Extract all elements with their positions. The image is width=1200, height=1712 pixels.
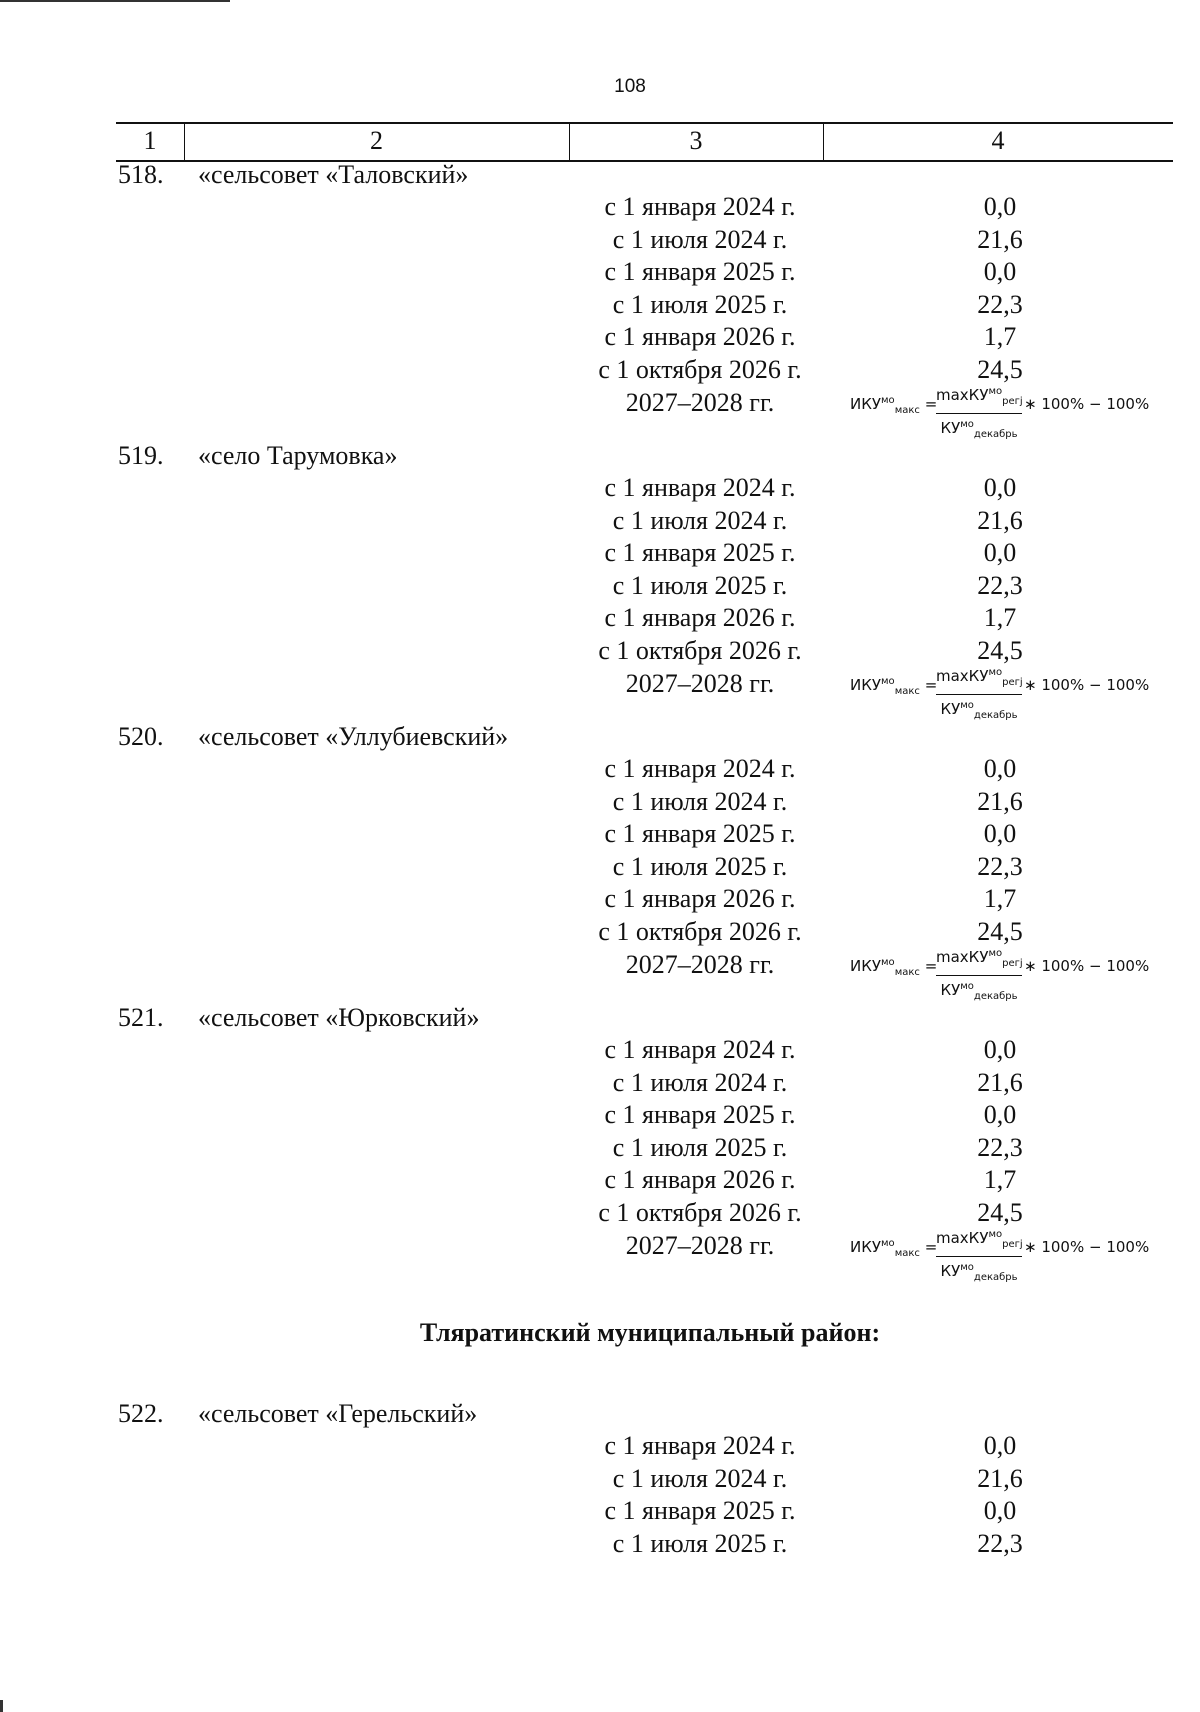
formula (850, 661, 1155, 721)
formula-lhs-base: ИКУ (850, 675, 882, 694)
formula-numerator-sup: мо (988, 666, 1003, 678)
entry-number: 521. (118, 1003, 164, 1032)
entry-number: 518. (118, 160, 164, 189)
period-label: с 1 июля 2025 г. (612, 1528, 788, 1558)
period-label: с 1 января 2024 г. (604, 1035, 796, 1064)
index-value: 1,7 (983, 1165, 1017, 1195)
section-heading: Тляратинский муниципальный район: (419, 1318, 881, 1347)
period-label: с 1 января 2024 г. (604, 473, 796, 502)
formula (850, 942, 1155, 1002)
period-label: с 1 октября 2026 г. (598, 355, 802, 384)
period-label: с 1 июля 2025 г. (612, 851, 788, 881)
formula-lhs-base: ИКУ (850, 956, 882, 975)
formula-numerator-sup: мо (988, 1228, 1003, 1240)
index-value: 21,6 (977, 786, 1023, 816)
period-label: с 1 октября 2026 г. (598, 1198, 802, 1227)
index-value: 22,3 (977, 1132, 1023, 1162)
formula-rhs: ∗ 100% − 100% (1024, 675, 1150, 694)
formula-numerator-base: maxКУ (936, 666, 989, 685)
formula-lhs (850, 676, 937, 697)
formula-equals: = (924, 675, 938, 694)
entry-number: 519. (118, 441, 164, 470)
formula-numerator-base: maxКУ (936, 947, 989, 966)
table-header (116, 122, 1173, 162)
formula-numerator-sub: pегj (1002, 957, 1023, 969)
entry-name: «сельсовет «Герельский» (198, 1399, 478, 1428)
index-value: 0,0 (983, 1035, 1017, 1064)
period-label: с 1 января 2025 г. (604, 1496, 796, 1526)
formula-rhs: ∗ 100% − 100% (1024, 1237, 1150, 1256)
formula-denominator-sup: мо (960, 418, 974, 430)
formula-numerator-base: maxКУ (936, 385, 989, 404)
index-value: 1,7 (983, 322, 1017, 352)
index-value: 22,3 (977, 570, 1023, 600)
formula-denominator-base: КУ (940, 699, 961, 718)
index-value: 21,6 (977, 1463, 1023, 1493)
formula-rhs: ∗ 100% − 100% (1024, 394, 1150, 413)
formula-fraction (936, 1223, 1022, 1289)
index-value: 22,3 (977, 851, 1023, 881)
formula-denominator-sub: декабрь (973, 709, 1018, 721)
formula (850, 380, 1155, 440)
entry-name: «сельсовет «Таловский» (198, 160, 469, 189)
period-label: с 1 октября 2026 г. (598, 917, 802, 946)
index-value: 0,0 (983, 1100, 1017, 1130)
index-value: 0,0 (983, 754, 1017, 783)
formula-lhs-sub: макс (894, 1247, 920, 1259)
period-label: с 1 июля 2025 г. (612, 570, 788, 600)
formula-denominator (936, 976, 1022, 1008)
formula-numerator (936, 380, 1022, 414)
period-label: с 1 июля 2024 г. (612, 1067, 788, 1097)
index-value: 0,0 (983, 819, 1017, 849)
formula-lhs-sup: мо (881, 394, 895, 406)
formula-lhs-base: ИКУ (850, 1237, 882, 1256)
final-period-label: 2027–2028 гг. (625, 949, 775, 979)
formula-equals: = (924, 1237, 938, 1256)
index-value: 0,0 (983, 192, 1017, 221)
formula-lhs (850, 957, 937, 978)
formula-equals: = (924, 956, 938, 975)
index-value: 1,7 (983, 603, 1017, 633)
formula-denominator-base: КУ (940, 1261, 961, 1280)
formula-denominator-sup: мо (960, 699, 974, 711)
period-label: с 1 января 2024 г. (604, 1431, 796, 1460)
index-value: 24,5 (977, 917, 1023, 946)
period-label: с 1 января 2025 г. (604, 538, 796, 568)
index-value: 0,0 (983, 473, 1017, 502)
index-value: 0,0 (983, 1431, 1017, 1460)
entry-name: «сельсовет «Уллубиевский» (198, 722, 509, 751)
period-label: с 1 июля 2025 г. (612, 289, 788, 319)
index-value: 0,0 (983, 257, 1017, 287)
formula-lhs-base: ИКУ (850, 394, 882, 413)
formula-numerator (936, 942, 1022, 976)
period-label: с 1 июля 2024 г. (612, 786, 788, 816)
index-value: 22,3 (977, 289, 1023, 319)
formula-denominator-sup: мо (960, 980, 974, 992)
formula-lhs (850, 1238, 937, 1259)
formula-fraction (936, 380, 1022, 446)
formula-denominator-base: КУ (940, 980, 961, 999)
period-label: с 1 января 2026 г. (604, 884, 796, 914)
formula-numerator-sup: мо (988, 385, 1003, 397)
index-value: 0,0 (983, 1496, 1017, 1526)
column-header: 3 (689, 126, 703, 155)
formula-numerator (936, 661, 1022, 695)
formula-numerator-sub: pегj (1002, 1238, 1023, 1250)
index-value: 22,3 (977, 1528, 1023, 1558)
scan-edge-mark (0, 1700, 3, 1712)
period-label: с 1 января 2026 г. (604, 1165, 796, 1195)
formula-denominator (936, 1257, 1022, 1289)
index-value: 24,5 (977, 355, 1023, 384)
formula (850, 1223, 1155, 1283)
formula-lhs-sub: макс (894, 685, 920, 697)
period-label: с 1 января 2024 г. (604, 754, 796, 783)
formula-fraction (936, 661, 1022, 727)
index-value: 24,5 (977, 636, 1023, 665)
period-label: с 1 января 2026 г. (604, 322, 796, 352)
formula-lhs (850, 395, 937, 416)
formula-lhs-sub: макс (894, 404, 920, 416)
page-number: 108 (614, 76, 646, 97)
period-label: с 1 января 2026 г. (604, 603, 796, 633)
formula-lhs-sub: макс (894, 966, 920, 978)
formula-lhs-sup: мо (881, 675, 895, 687)
formula-denominator-sub: декабрь (973, 428, 1018, 440)
index-value: 21,6 (977, 224, 1023, 254)
period-label: с 1 июля 2025 г. (612, 1132, 788, 1162)
entry-name: «село Тарумовка» (198, 441, 398, 470)
formula-numerator-sub: pегj (1002, 676, 1023, 688)
period-label: с 1 октября 2026 г. (598, 636, 802, 665)
formula-denominator-base: КУ (940, 418, 961, 437)
entry-number: 522. (118, 1399, 164, 1428)
formula-lhs-sup: мо (881, 956, 895, 968)
formula-denominator-sub: декабрь (973, 990, 1018, 1002)
formula-denominator (936, 695, 1022, 727)
period-label: с 1 июля 2024 г. (612, 505, 788, 535)
index-value: 24,5 (977, 1198, 1023, 1227)
formula-lhs-sup: мо (881, 1237, 895, 1249)
period-label: с 1 января 2025 г. (604, 819, 796, 849)
formula-denominator-sup: мо (960, 1261, 974, 1273)
index-value: 21,6 (977, 505, 1023, 535)
formula-rhs: ∗ 100% − 100% (1024, 956, 1150, 975)
period-label: с 1 января 2024 г. (604, 192, 796, 221)
column-header: 2 (370, 126, 383, 155)
column-header: 4 (991, 126, 1005, 155)
formula-numerator (936, 1223, 1022, 1257)
entry-number: 520. (118, 722, 164, 751)
formula-denominator (936, 414, 1022, 446)
formula-numerator-base: maxКУ (936, 1228, 989, 1247)
column-header: 1 (143, 126, 157, 155)
period-label: с 1 января 2025 г. (604, 1100, 796, 1130)
period-label: с 1 января 2025 г. (604, 257, 796, 287)
index-value: 1,7 (983, 884, 1017, 914)
formula-fraction (936, 942, 1022, 1008)
final-period-label: 2027–2028 гг. (625, 387, 775, 417)
formula-numerator-sup: мо (988, 947, 1003, 959)
formula-numerator-sub: pегj (1002, 395, 1023, 407)
period-label: с 1 июля 2024 г. (612, 1463, 788, 1493)
index-value: 21,6 (977, 1067, 1023, 1097)
final-period-label: 2027–2028 гг. (625, 668, 775, 698)
index-value: 0,0 (983, 538, 1017, 568)
scan-edge-mark (0, 0, 230, 2)
entry-name: «сельсовет «Юрковский» (198, 1003, 480, 1032)
formula-equals: = (924, 394, 938, 413)
formula-denominator-sub: декабрь (973, 1271, 1018, 1283)
period-label: с 1 июля 2024 г. (612, 224, 788, 254)
final-period-label: 2027–2028 гг. (625, 1230, 775, 1260)
